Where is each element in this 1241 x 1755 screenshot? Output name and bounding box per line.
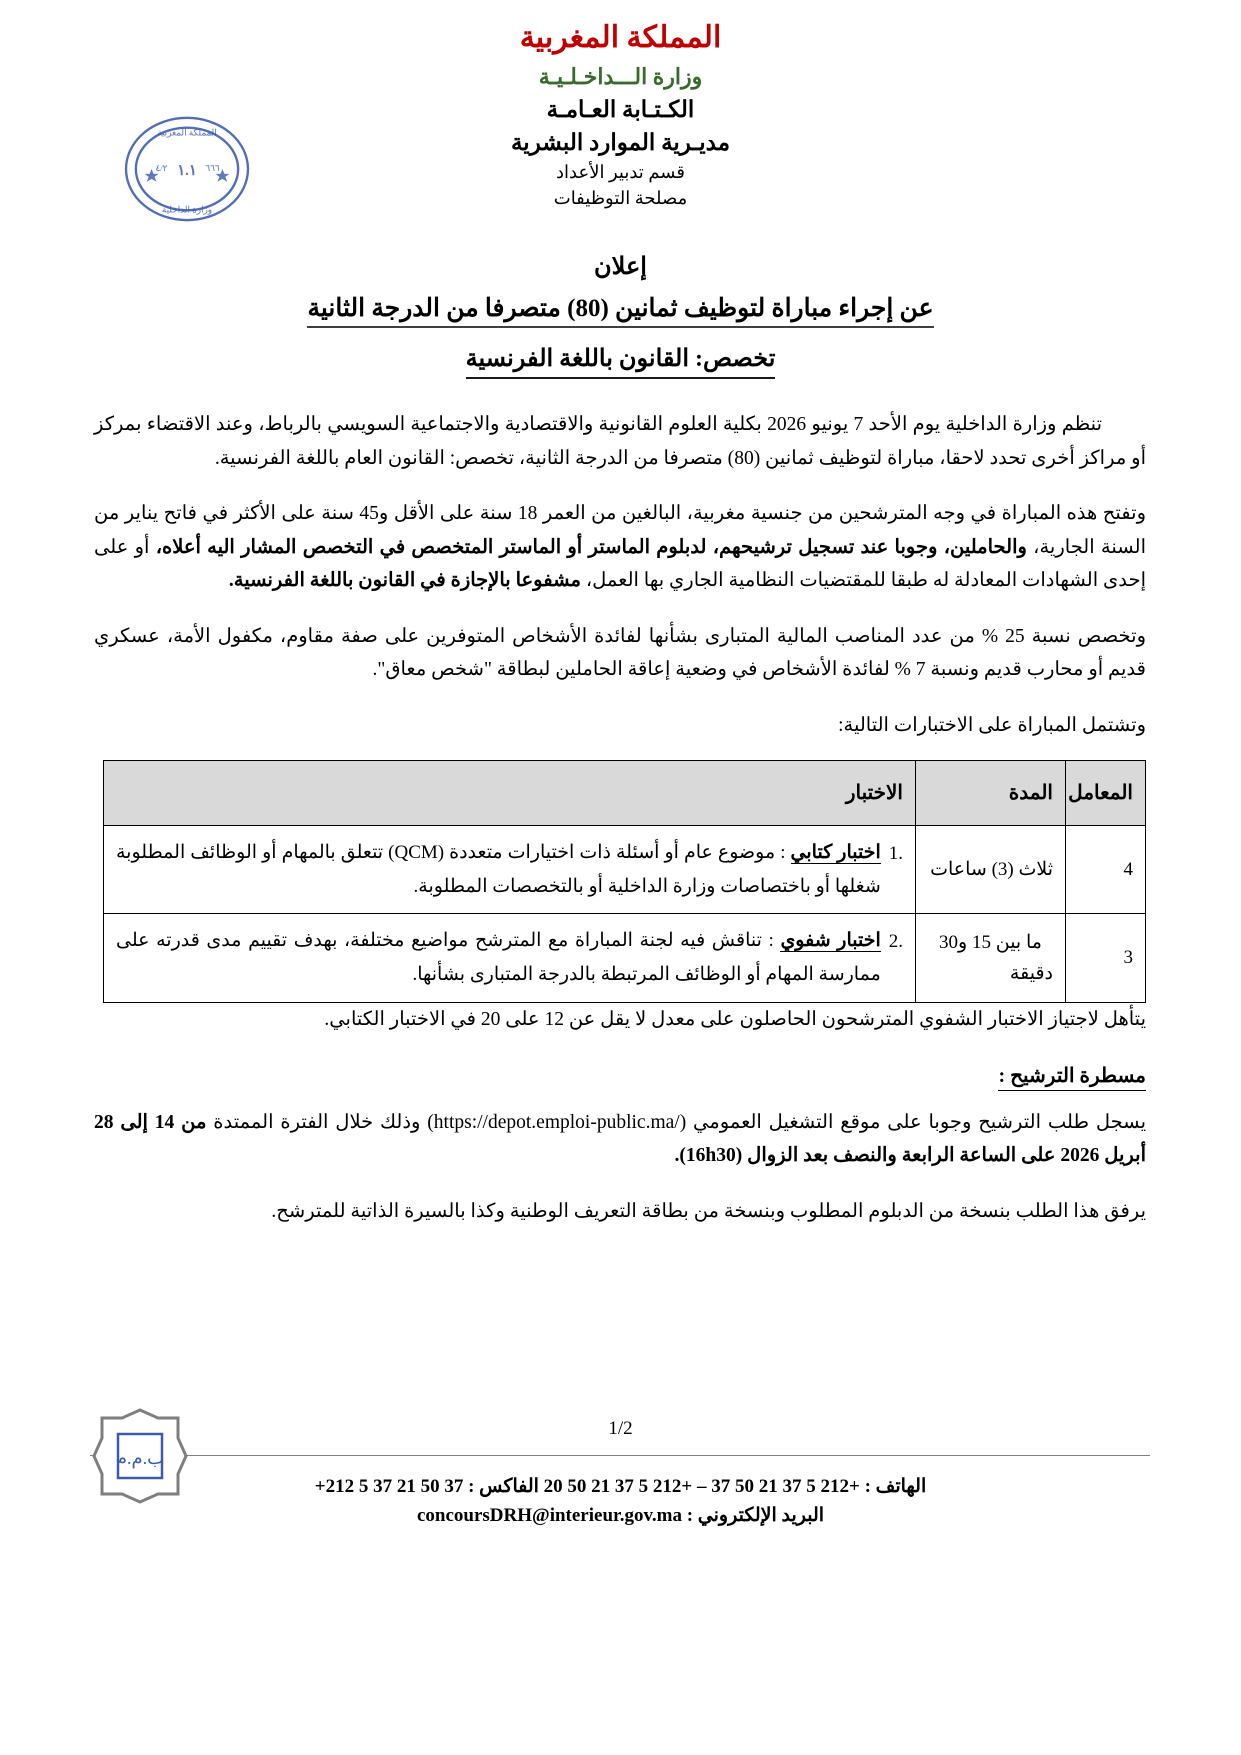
footer-fax-value: +212 5 37 21 50 37	[314, 1476, 464, 1497]
cell-duration: ما بين 15 و30 دقيقة	[916, 914, 1066, 1003]
table-header-row	[104, 760, 1146, 825]
svg-text:٦٦٦: ٦٦٦	[205, 162, 220, 173]
footer-fax-label: الفاكس :	[468, 1476, 539, 1497]
cell-test-description	[104, 825, 916, 914]
test-text: تناقش فيه لجنة المباراة مع المترشح مواضيع مختلفة، بهدف تقييم مدى قدرته على ممارسة المهام أو الوظائف المرتبطة بالدرجة المتبارى بشأنها.	[116, 930, 881, 986]
footer-contact	[0, 1472, 1241, 1531]
header-ministry: وزارة الـــداخـلـيـة	[538, 63, 703, 89]
test-text: موضوع عام أو أسئلة ذات اختيارات متعددة (QCM) تتعلق بالمهام أو الوظائف المطلوبة شغلها أو باختصاصات وزارة الداخلية أو بالتخصصات المطلوبة.	[116, 841, 881, 897]
cell-test-description	[104, 914, 916, 1003]
cell-coefficient: 4	[1066, 825, 1146, 914]
header-kingdom: المملكة المغربية	[519, 21, 722, 54]
registration-url[interactable]: https://depot.emploi-public.ma/	[433, 1111, 680, 1133]
column-header-test: الاختبار	[104, 760, 916, 825]
table-row	[104, 825, 1146, 914]
conditions-bold-1: والحاملين، وجوبا عند تسجيل ترشيحهم، لدبلوم الماستر أو الماستر المتخصص في التخصص المشار اليه أعلاه،	[155, 536, 1027, 558]
footer-phone-values: 20 50 21 37 5 212+ – 37 50 21 37 5 212+	[543, 1476, 860, 1497]
column-header-duration: المدة	[916, 760, 1066, 825]
header-service: مصلحة التوظيفات	[553, 188, 688, 209]
page-title-main-text: عن إجراء مباراة لتوظيف ثمانين (80) متصرفا من الدرجة الثانية	[307, 295, 933, 328]
page-title-specialization-text: تخصص: القانون باللغة الفرنسية	[466, 346, 776, 379]
test-separator: :	[761, 930, 781, 952]
svg-text:١.١: ١.١	[177, 162, 197, 179]
paragraph-conditions	[94, 497, 1146, 598]
official-round-stamp-icon	[118, 110, 256, 228]
paragraph-oral-qualification: يتأهل لاجتياز الاختبار الشفوي المترشحون الحاصلون على معدل لا يقل عن 12 على 20 في الاختبار الكتابي.	[324, 1009, 1146, 1031]
paragraph-registration	[94, 1106, 1146, 1173]
paragraph-quotas: وتخصص نسبة 25 % من عدد المناصب المالية المتبارى بشأنها لفائدة الأشخاص المتوفرين على صفة مقاوم، مكفول الأمة، عسكري قديم أو محارب قديم ونسبة 7 % لفائدة الأشخاص في وضعية إعاقة الحاملين لبطاقة "شخص معاق".	[94, 625, 1146, 681]
registration-part-1: يسجل طلب الترشيح وجوبا على موقع التشغيل العمومي (	[679, 1111, 1146, 1133]
svg-text:٤/٢: ٤/٢	[155, 162, 168, 173]
page-title-main	[0, 293, 1241, 323]
footer-email-line	[0, 1501, 1241, 1530]
test-label: اختبار كتابي	[790, 841, 881, 863]
column-header-coefficient: المعامل	[1066, 760, 1146, 825]
paragraph-attachments: يرفق هذا الطلب بنسخة من الدبلوم المطلوب وبنسخة من بطاقة التعريف الوطنية وكذا بالسيرة الذاتية للمترشح.	[271, 1200, 1146, 1222]
table-row	[104, 914, 1146, 1003]
footer-email-label: البريد الإلكتروني :	[686, 1505, 825, 1527]
footer-email-value[interactable]: concoursDRH@interieur.gov.ma	[416, 1505, 682, 1527]
test-number: .2	[888, 931, 903, 953]
footer-divider	[90, 1455, 1150, 1456]
svg-text:المملكة المغربية: المملكة المغربية	[157, 127, 217, 138]
conditions-bold-2: مشفوعا بالإجازة في القانون باللغة الفرنسية.	[228, 570, 581, 592]
exams-lead-text: وتشتمل المباراة على الاختبارات التالية:	[838, 714, 1146, 736]
exams-table	[103, 760, 1146, 1003]
svg-text:وزارة الداخلية: وزارة الداخلية	[161, 204, 213, 215]
registration-deadline: من 14 إلى 28 أبريل 2026 على الساعة الرابعة والنصف بعد الزوال (16h30).	[94, 1111, 1146, 1167]
header-division: قسم تدبير الأعداد	[556, 162, 685, 183]
test-separator: :	[775, 841, 791, 863]
section-heading-procedure	[94, 1063, 1146, 1088]
svg-text:ب.م.م: ب.م.م	[115, 1448, 165, 1468]
header-direction: مديـرية الموارد البشرية	[510, 129, 731, 155]
page-title-specialization	[0, 344, 1241, 373]
section-heading-procedure-text: مسطرة الترشيح :	[998, 1065, 1146, 1091]
page-title-announce: إعلان	[594, 254, 647, 280]
footer-phone-label: الهاتف :	[864, 1476, 927, 1497]
header-secretariat: الكـتـابة العـامـة	[546, 96, 695, 122]
footer-phone-line	[0, 1472, 1241, 1501]
test-description-body	[116, 924, 881, 992]
registration-part-2: ) وذلك خلال الفترة الممتدة	[206, 1111, 434, 1133]
cell-coefficient: 3	[1066, 914, 1146, 1003]
page-number: 1/2	[608, 1418, 633, 1439]
conditions-part-1: وتفتح هذه المباراة في وجه المترشحين من جنسية مغربية، البالغين من العمر 18 سنة على الأقل و45 سنة على الأكثر في فاتح يناير من السنة الجارية،	[94, 503, 1147, 558]
paragraph-organization: تنظم وزارة الداخلية يوم الأحد 7 يونيو 2026 بكلية العلوم القانونية والاقتصادية والاجتماعية السويسي بالرباط، وعند الاقتضاء بمركز أو مراكز أخرى تحدد لاحقا، مباراة لتوظيف ثمانين (80) متصرفا من الدرجة الثانية، تخصص: القانون العام باللغة الفرنسية.	[94, 414, 1146, 469]
test-label: اختبار شفوي	[780, 930, 881, 952]
test-description-body	[116, 836, 881, 904]
cell-duration: ثلاث (3) ساعات	[916, 825, 1066, 914]
test-number: .1	[888, 842, 903, 864]
conditions-part-2: أو على إحدى الشهادات المعادلة له طبقا للمقتضيات النظامية الجاري بها العمل،	[94, 536, 1146, 592]
document-body	[94, 408, 1146, 1250]
